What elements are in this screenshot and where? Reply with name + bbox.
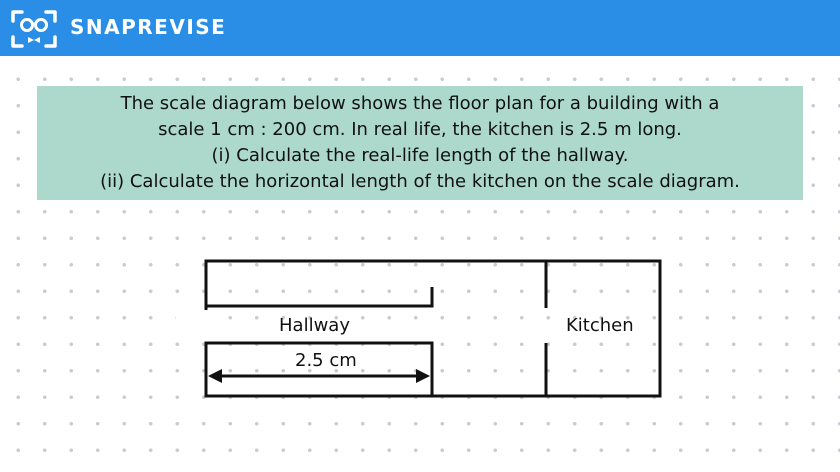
wall-bottom [432, 343, 546, 396]
measure-label: 2.5 cm [295, 350, 357, 371]
arrowhead-left [208, 369, 222, 383]
question-line: The scale diagram below shows the floor plan for a building with a [120, 93, 720, 114]
hallway-label: Hallway [279, 315, 350, 336]
brand-name: SNAPREVISE [70, 15, 227, 39]
arrowhead-right [416, 369, 430, 383]
question-line: (i) Calculate the real-life length of the hallway. [211, 145, 629, 166]
kitchen-label: Kitchen [566, 315, 634, 336]
wall-upper-room-bottom [206, 287, 432, 306]
wall-upper-room [206, 261, 546, 310]
question-line: (ii) Calculate the horizontal length of the kitchen on the scale diagram. [100, 171, 740, 192]
doorway-gap [176, 310, 216, 342]
question-line: scale 1 cm : 200 cm. In real life, the kitchen is 2.5 m long. [158, 119, 682, 140]
